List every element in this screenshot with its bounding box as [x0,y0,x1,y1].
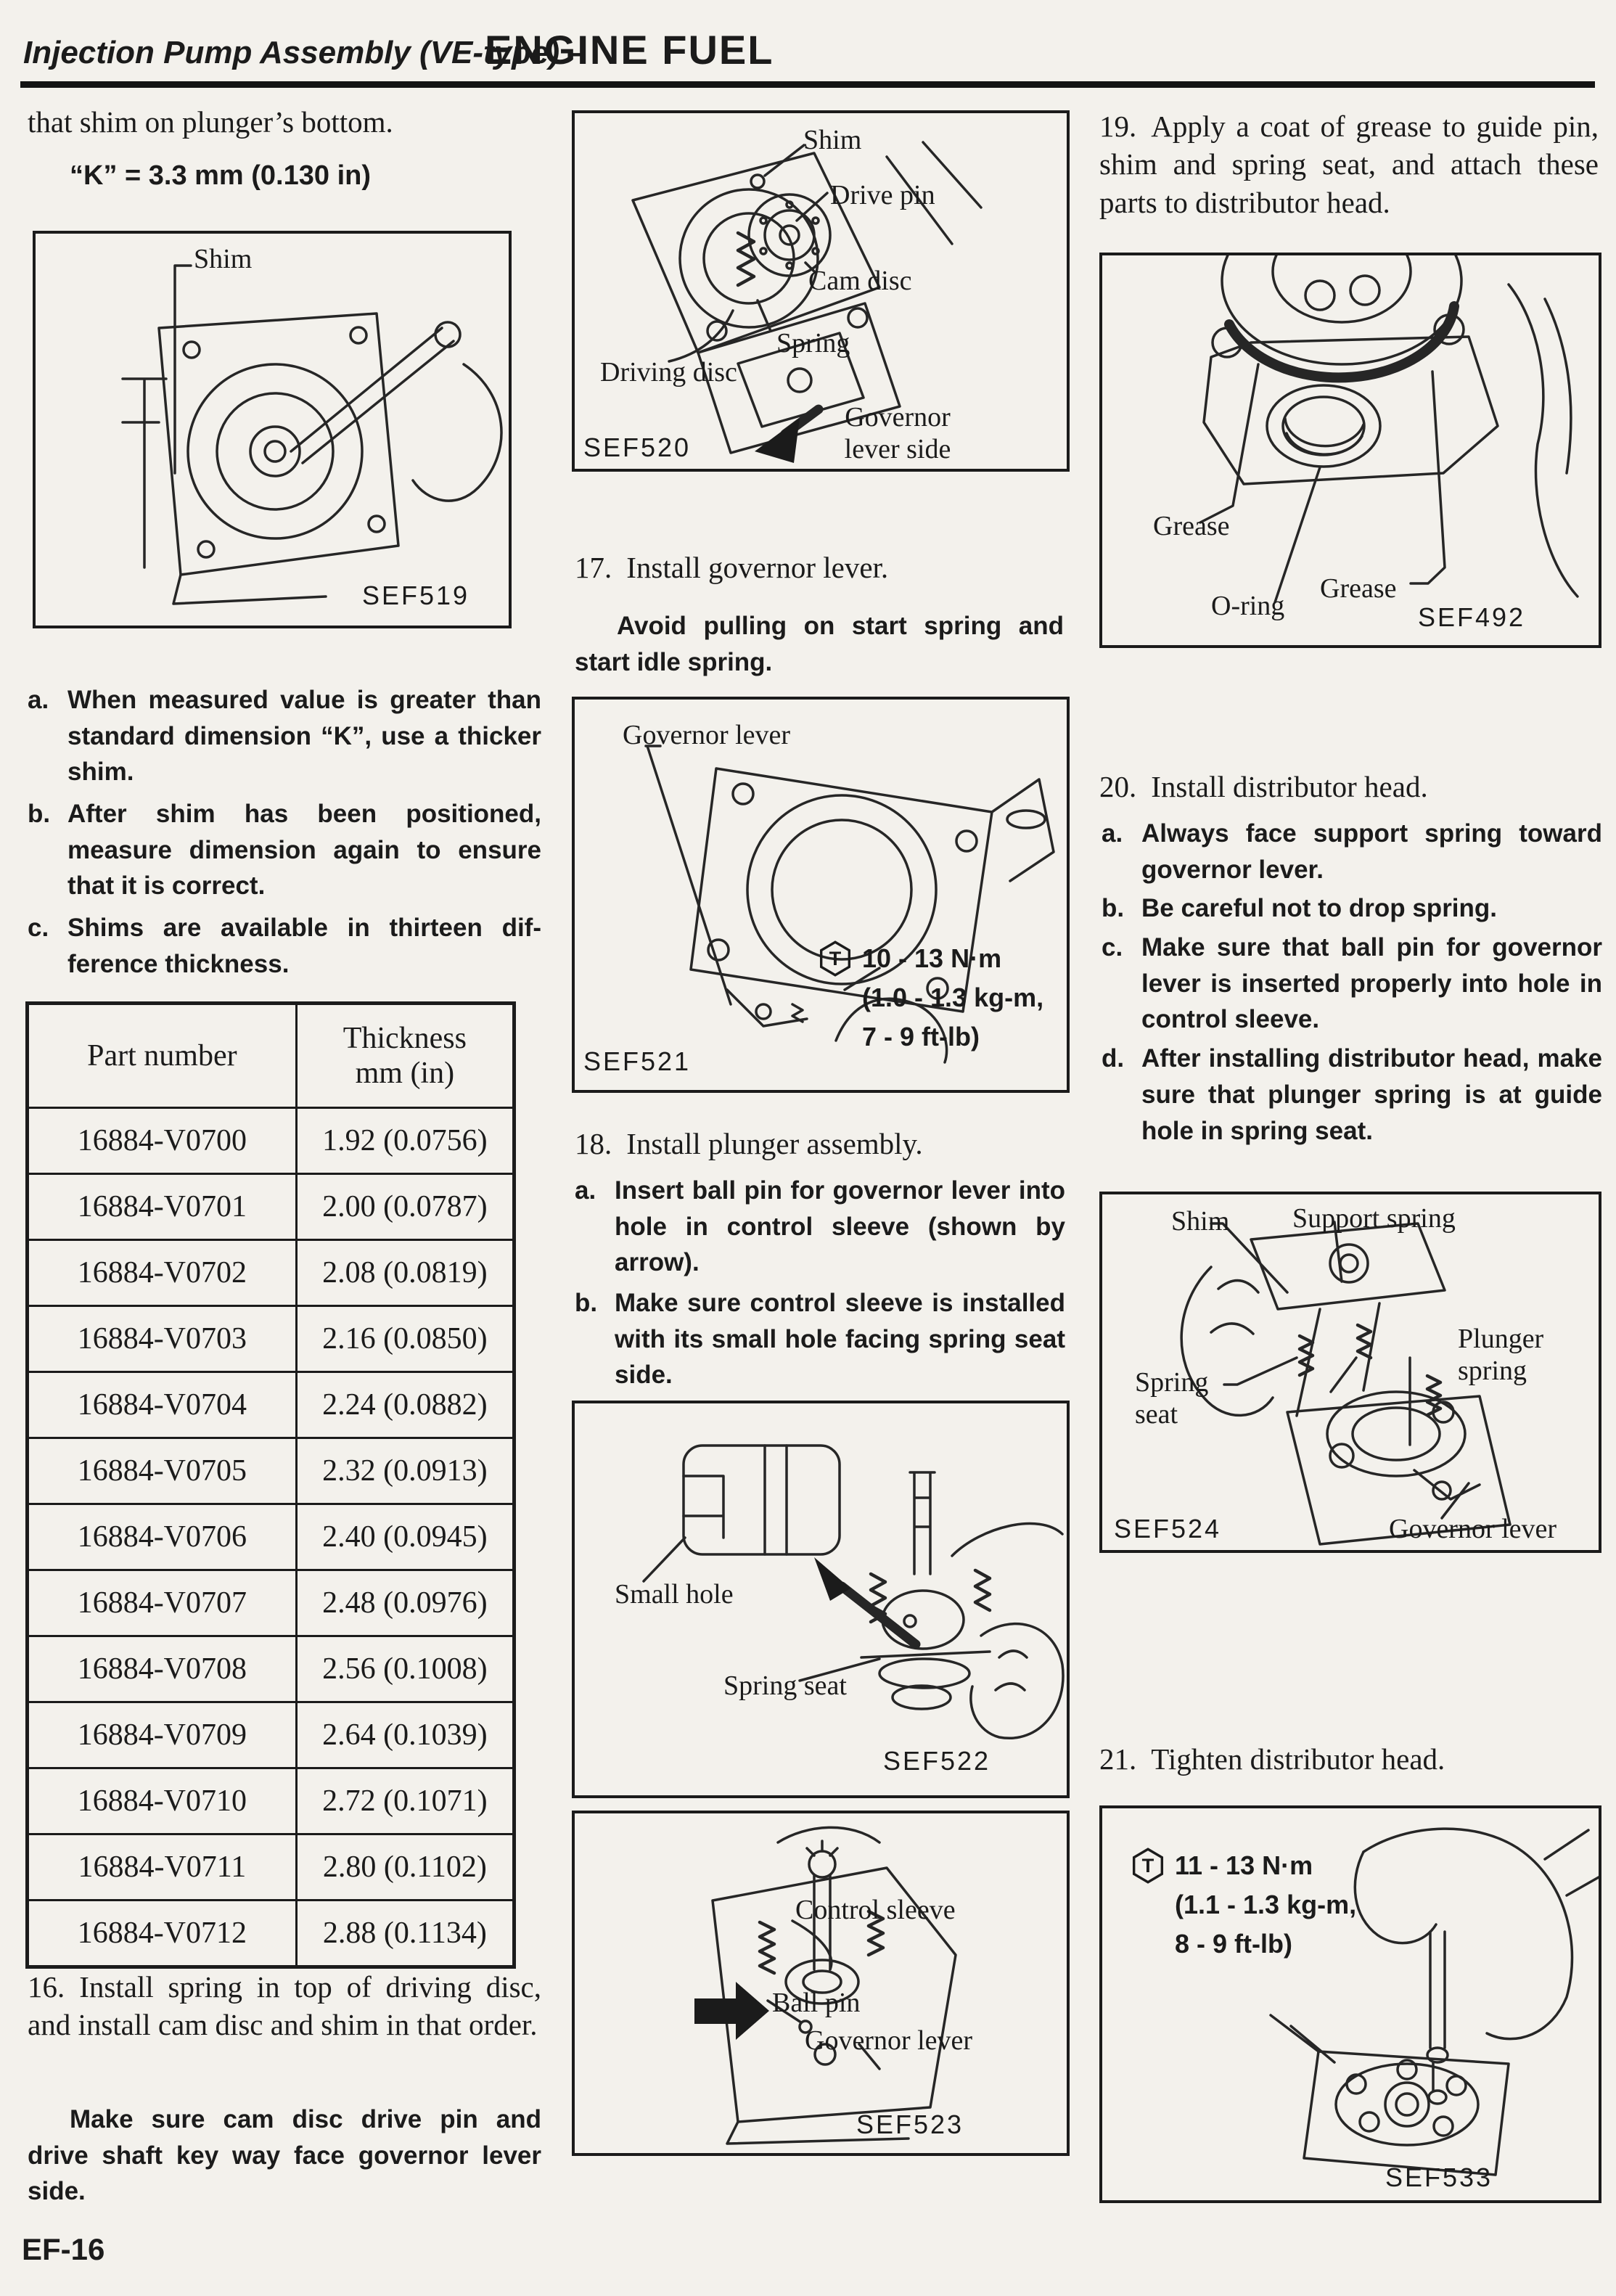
figure-sef520 [572,110,1070,472]
step-number: 16. [28,1970,65,2004]
label-spring-seat: Spring seat [1135,1367,1209,1430]
thickness-header-line1: Thickness [343,1022,467,1055]
list-item [28,682,541,790]
figure-code: SEF533 [1385,2162,1493,2192]
label-shim: Shim [1171,1206,1230,1237]
step-20-items [1102,816,1602,1149]
item-letter: c. [28,914,49,943]
part-number-cell: 16884-V0707 [28,1570,297,1636]
part-number-cell: 16884-V0710 [28,1768,297,1834]
thickness-cell: 2.48 (0.0976) [296,1570,514,1636]
thickness-cell: 2.40 (0.0945) [296,1504,514,1570]
thickness-cell: 2.16 (0.0850) [296,1306,514,1372]
label-spring: Spring [776,328,850,358]
shim-thickness-table [25,1001,516,1969]
list-item [28,796,541,904]
part-number-cell: 16884-V0709 [28,1702,297,1768]
step-number: 18. [575,1127,612,1160]
torque-hex-icon [1131,1848,1165,1884]
table-row [28,1834,514,1901]
figure-code: SEF523 [856,2110,964,2139]
label-governor-lever: Governor lever [805,2025,973,2056]
figure-sef533 [1099,1805,1601,2203]
table-header-row [28,1004,514,1108]
part-number-cell: 16884-V0702 [28,1240,297,1306]
label-drive-pin: Drive pin [830,180,935,210]
thickness-header [296,1004,514,1108]
step-18-items [575,1173,1065,1393]
figure-code: SEF521 [583,1046,692,1076]
part-number-cell: 16884-V0706 [28,1504,297,1570]
step-17-caution: Avoid pulling on start spring and start idle spring. [575,612,1064,676]
item-letter: b. [575,1289,598,1318]
step-text: Install spring in top of driving disc, and install cam disc and shim in that order. [28,1970,541,2042]
table-row [28,1108,514,1174]
table-row [28,1901,514,1967]
part-number-header: Part number [28,1004,297,1108]
label-plunger-spring: Plunger spring [1458,1324,1544,1386]
table-row [28,1438,514,1504]
item-text: Be careful not to drop spring. [1141,894,1498,923]
torque-line-3: 7 - 9 ft-lb) [862,1022,980,1051]
list-item [1102,890,1602,927]
label-governor-lever-side: Governor lever side [844,402,951,464]
item-text: Always face support spring toward governor lever. [1141,819,1602,884]
step-16 [28,1968,541,2044]
step-19 [1099,107,1599,221]
item-letter: b. [28,800,51,829]
part-number-cell: 16884-V0701 [28,1174,297,1240]
label-cam-disc: Cam disc [808,266,912,296]
item-text: When measured value is greater than standard dimension “K”, use a thicker shim. [67,686,541,787]
label-governor-lever: Governor lever [1389,1514,1557,1544]
figure-code: SEF519 [362,581,470,610]
thickness-cell: 1.92 (0.0756) [296,1108,514,1174]
list-item [28,910,541,982]
label-shim: Shim [803,125,862,155]
table-row [28,1570,514,1636]
figure-sef523 [572,1811,1070,2156]
table-row [28,1504,514,1570]
torque-line-3: 8 - 9 ft-lb) [1175,1929,1292,1959]
torque-nm: 10 - 13 N·m [862,943,1002,973]
part-number-cell: 16884-V0703 [28,1306,297,1372]
part-number-cell: 16884-V0711 [28,1834,297,1901]
step-18 [575,1125,1064,1163]
k-dimension-spec: “K” = 3.3 mm (0.130 in) [70,160,371,191]
thickness-cell: 2.24 (0.0882) [296,1372,514,1438]
step-number: 19. [1099,110,1137,143]
step-16-caution: Make sure cam disc drive pin and drive shaft key way face governor lever side. [28,2105,541,2206]
list-item [1102,816,1602,887]
torque-spec [819,939,1043,1057]
part-number-cell: 16884-V0708 [28,1636,297,1702]
step-number: 17. [575,551,612,584]
thickness-cell: 2.00 (0.0787) [296,1174,514,1240]
torque-symbol: T [829,947,842,970]
table-row [28,1174,514,1240]
item-letter: b. [1102,894,1125,923]
figure-sef521 [572,697,1070,1093]
step-text: Install distributor head. [1151,770,1428,803]
table-row [28,1372,514,1438]
label-governor-lever: Governor lever [623,720,791,750]
step-text: Install governor lever. [626,551,889,584]
step-text: Install plunger assembly. [626,1127,923,1160]
sef519-illustration [36,234,509,626]
step-number: 20. [1099,770,1137,803]
page-number: EF-16 [22,2232,105,2266]
part-number-cell: 16884-V0700 [28,1108,297,1174]
figure-code: SEF520 [583,432,692,462]
item-text: Make sure that ball pin for governor lever is inserted properly into hole in control sleeve. [1141,933,1602,1034]
list-item [1102,1041,1602,1149]
thickness-cell: 2.72 (0.1071) [296,1768,514,1834]
figure-sef522 [572,1401,1070,1798]
thickness-cell: 2.56 (0.1008) [296,1636,514,1702]
item-letter: a. [1102,819,1123,848]
thickness-cell: 2.32 (0.0913) [296,1438,514,1504]
step-number: 21. [1099,1742,1137,1776]
thickness-header-line2: mm (in) [355,1057,455,1090]
figure-code: SEF492 [1418,602,1526,632]
thickness-cell: 2.88 (0.1134) [296,1901,514,1967]
table-row [28,1306,514,1372]
torque-line-2: (1.0 - 1.3 kg-m, [862,983,1044,1012]
torque-line-1 [1131,1846,1356,1885]
figure-code: SEF524 [1114,1514,1222,1543]
step-17 [575,549,1064,586]
table-row [28,1240,514,1306]
item-text: Insert ball pin for governor lever into hole in control sleeve (shown by arrow). [615,1176,1065,1277]
label-small-hole: Small hole [615,1579,734,1610]
figure-sef519 [33,231,512,628]
step-text: Tighten distributor head. [1151,1742,1445,1776]
table-row [28,1636,514,1702]
figure-sef492 [1099,253,1601,648]
page-title: ENGINE FUEL [485,27,774,73]
label-support-spring: Support spring [1292,1203,1456,1234]
list-item [575,1285,1065,1393]
part-number-cell: 16884-V0704 [28,1372,297,1438]
item-text: Make sure control sleeve is installed with its small hole facing spring seat side. [615,1289,1065,1390]
item-letter: c. [1102,933,1123,962]
item-text: Shims are available in thirteen difference thickness. [67,914,541,978]
sef523-illustration [575,1813,1067,2153]
list-item [575,1173,1065,1281]
label-control-sleeve: Control sleeve [795,1895,956,1925]
list-item [1102,930,1602,1038]
part-number-cell: 16884-V0712 [28,1901,297,1967]
torque-symbol: T [1141,1854,1154,1877]
thickness-cell: 2.08 (0.0819) [296,1240,514,1306]
torque-line-2: (1.1 - 1.3 kg-m, [1175,1890,1357,1919]
part-number-cell: 16884-V0705 [28,1438,297,1504]
item-letter: a. [28,686,49,714]
label-driving-disc: Driving disc [600,357,737,388]
torque-hex-icon [819,940,852,977]
step-20 [1099,768,1599,805]
left-intro-text: that shim on plunger’s bottom. [28,105,393,139]
section-title: Injection Pump Assembly (VE-type) – [23,35,586,70]
torque-nm: 11 - 13 N·m [1175,1850,1313,1880]
step-21 [1099,1740,1599,1778]
label-spring-seat: Spring seat [723,1670,847,1701]
step-text: Apply a coat of grease to guide pin, shim and spring seat, and attach these parts to distributor head. [1099,110,1599,219]
item-letter: a. [575,1176,596,1205]
figure-code: SEF522 [883,1746,991,1776]
item-text: After shim has been positioned, measure dimension again to ensure that it is correct. [67,800,541,901]
header-divider [20,81,1595,88]
shim-notes-list [28,682,541,983]
figure-sef524 [1099,1192,1601,1553]
label-grease-left: Grease [1153,511,1230,541]
item-text: After installing distributor head, make sure that plunger spring is at guide hole in spring seat. [1141,1044,1602,1145]
table-row [28,1702,514,1768]
torque-spec [1131,1846,1356,1964]
label-grease-right: Grease [1320,573,1397,604]
thickness-cell: 2.80 (0.1102) [296,1834,514,1901]
item-letter: d. [1102,1044,1125,1073]
table-row [28,1768,514,1834]
thickness-cell: 2.64 (0.1039) [296,1702,514,1768]
label-ball-pin: Ball pin [772,1988,861,2018]
torque-line-1 [819,939,1043,978]
label-o-ring: O-ring [1211,591,1285,621]
label-shim: Shim [194,244,253,274]
